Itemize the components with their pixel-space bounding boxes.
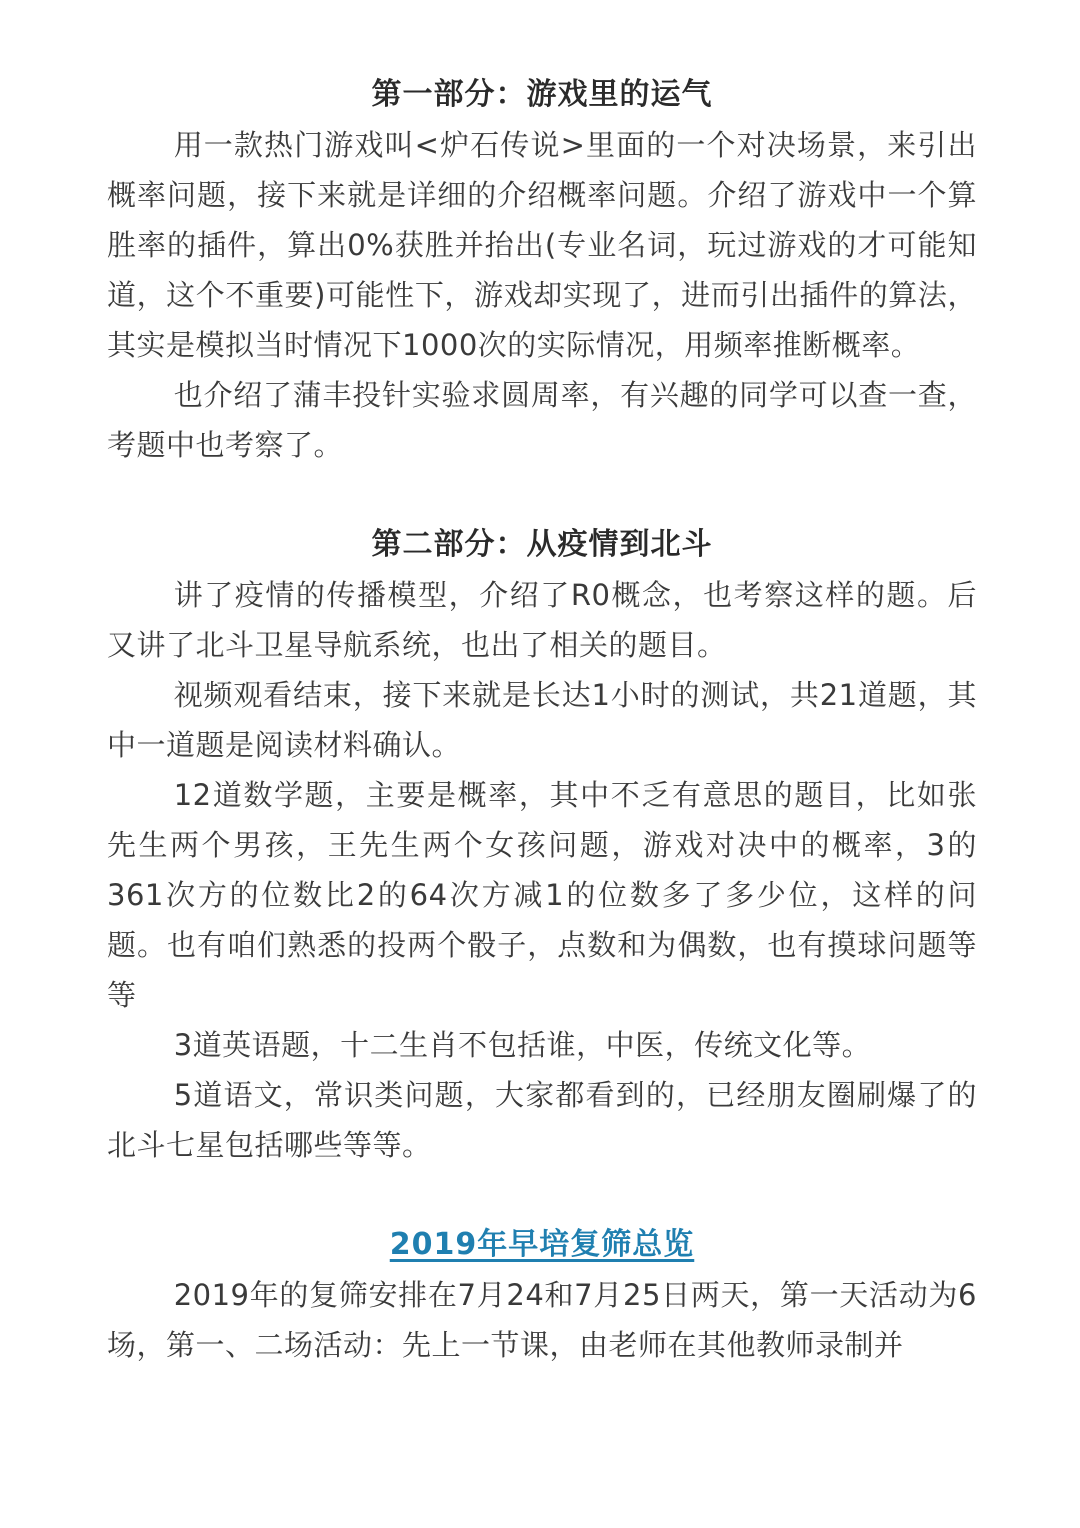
section-spacer <box>107 1170 977 1220</box>
overview-heading-link[interactable]: 2019年早培复筛总览 <box>389 1227 695 1262</box>
section-epidemic-beidou <box>107 520 977 1170</box>
paragraph: 讲了疫情的传播模型，介绍了R0概念，也考察这样的题。后又讲了北斗卫星导航系统，也出了相关的题目。 <box>107 578 977 662</box>
section-heading-wrapper <box>107 1220 977 1270</box>
paragraph: 也介绍了蒲丰投针实验求圆周率，有兴趣的同学可以查一查，考题中也考察了。 <box>107 378 977 462</box>
paragraph: 视频观看结束，接下来就是长达1小时的测试，共21道题，其中一道题是阅读材料确认。 <box>107 678 977 762</box>
section-game-luck <box>107 70 977 470</box>
paragraph: 12道数学题，主要是概率，其中不乏有意思的题目，比如张先生两个男孩，王先生两个女孩问题，游戏对决中的概率，3的361次方的位数比2的64次方减1的位数多了多少位，这样的问题。也有咱们熟悉的投两个骰子，点数和为偶数，也有摸球问题等等 <box>107 778 977 1012</box>
section-2019-overview <box>107 1220 977 1370</box>
section-heading: 第一部分：游戏里的运气 <box>371 77 713 112</box>
article-body <box>107 70 977 1370</box>
paragraph: 用一款热门游戏叫<炉石传说>里面的一个对决场景，来引出概率问题，接下来就是详细的介绍概率问题。介绍了游戏中一个算胜率的插件，算出0%获胜并抬出(专业名词，玩过游戏的才可能知道，这个不重要)可能性下，游戏却实现了，进而引出插件的算法，其实是模拟当时情况下1000次的实际情况，用频率推断概率。 <box>107 128 977 362</box>
section-heading: 第二部分：从疫情到北斗 <box>371 527 713 562</box>
section-spacer <box>107 470 977 520</box>
paragraph: 5道语文，常识类问题，大家都看到的，已经朋友圈刷爆了的北斗七星包括哪些等等。 <box>107 1078 977 1162</box>
paragraph: 2019年的复筛安排在7月24和7月25日两天，第一天活动为6场，第一、二场活动：先上一节课，由老师在其他教师录制并 <box>107 1278 977 1362</box>
paragraph: 3道英语题，十二生肖不包括谁，中医，传统文化等。 <box>173 1028 872 1062</box>
